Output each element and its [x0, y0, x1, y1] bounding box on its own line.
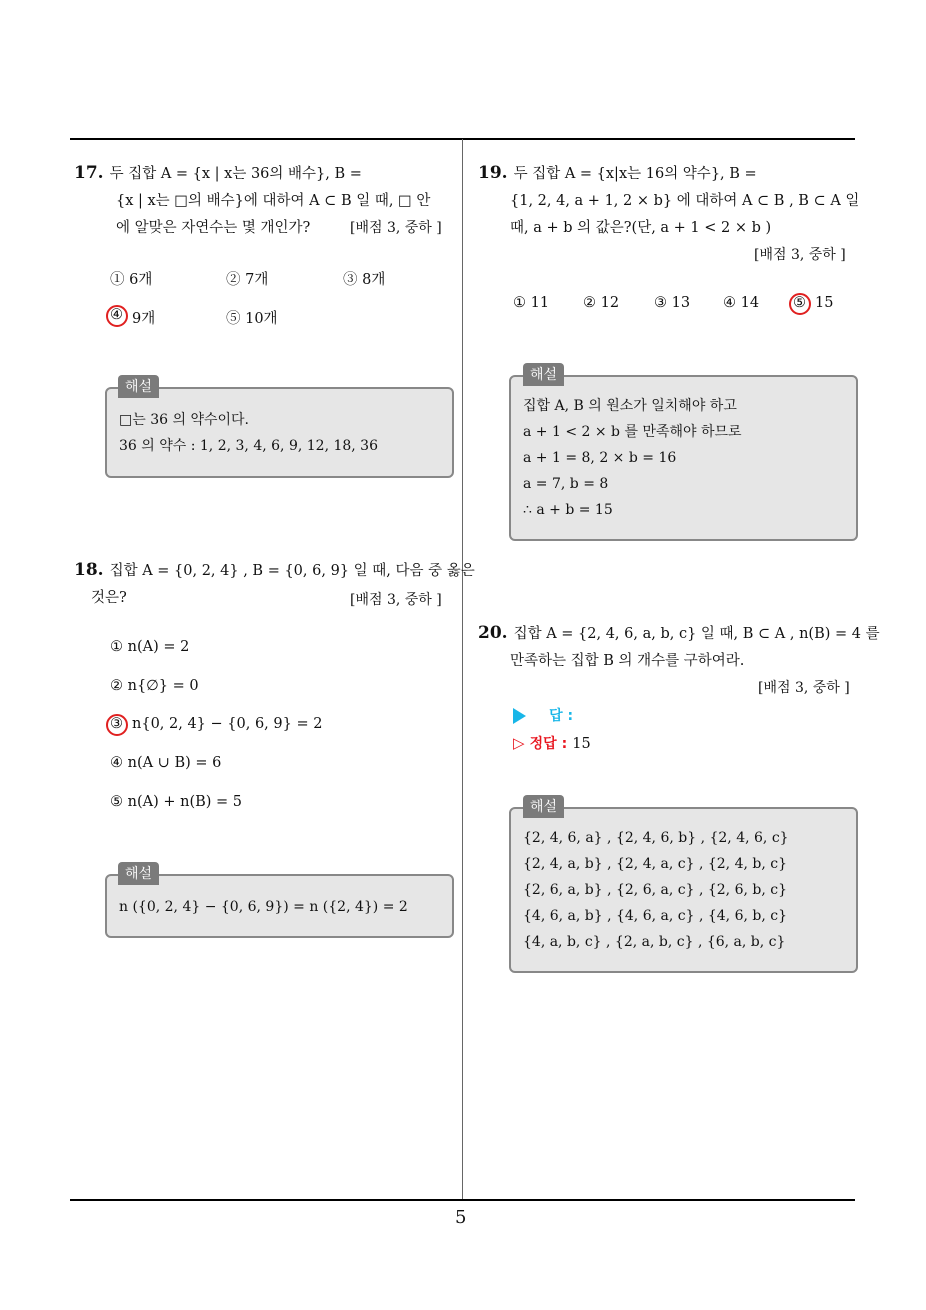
choice-1[interactable]: ① 6개 [110, 272, 153, 288]
question-line: 것은? [91, 590, 127, 606]
score-meta: [배점 3, 중하 ] [754, 247, 846, 263]
choice-4[interactable]: ④ 14 [723, 295, 760, 311]
column-divider [462, 139, 463, 1200]
choice-2[interactable]: ② 7개 [226, 272, 269, 288]
choice-5-marker[interactable]: ⑤ [793, 295, 806, 311]
explanation-box [509, 807, 858, 973]
correct-answer-row [513, 733, 591, 753]
question-number: 19. [478, 163, 508, 183]
choice-2[interactable]: ② n{∅} = 0 [110, 678, 199, 694]
choice-5[interactable]: ⑤ 10개 [226, 311, 278, 327]
question-line: {x | x는 □의 배수}에 대하여 A ⊂ B 일 때, □ 안 [116, 193, 431, 209]
score-meta: [배점 3, 중하 ] [350, 220, 442, 236]
choice-4-text[interactable]: 9개 [132, 311, 156, 327]
choice-5[interactable]: ⑤ n(A) + n(B) = 5 [110, 794, 243, 810]
explanation-line: ∴ a + b = 15 [523, 502, 613, 518]
explanation-line: a = 7, b = 8 [523, 476, 609, 492]
explanation-line: {4, a, b, c} , {2, a, b, c} , {6, a, b, c} [523, 934, 786, 950]
choice-1[interactable]: ① n(A) = 2 [110, 639, 190, 655]
choice-4[interactable]: ④ n(A ∪ B) = 6 [110, 755, 222, 771]
explanation-line: {4, 6, a, b} , {4, 6, a, c} , {4, 6, b, c} [523, 908, 787, 924]
score-meta: [배점 3, 중하 ] [758, 680, 850, 696]
choice-3-text[interactable]: n{0, 2, 4} − {0, 6, 9} = 2 [132, 716, 323, 732]
explanation-tag: 해설 [118, 375, 159, 398]
explanation-line: {2, 6, a, b} , {2, 6, a, c} , {2, 6, b, c} [523, 882, 787, 898]
explanation-line: a + 1 = 8, 2 × b = 16 [523, 450, 677, 466]
bottom-rule [70, 1199, 855, 1201]
explanation-tag: 해설 [523, 363, 564, 386]
question-number: 17. [74, 163, 104, 183]
explanation-line: 36 의 약수 : 1, 2, 3, 4, 6, 9, 12, 18, 36 [119, 438, 378, 454]
question-19 [478, 160, 863, 242]
explanation-box [509, 375, 858, 541]
question-line: 에 알맞은 자연수는 몇 개인가? [116, 220, 311, 236]
answer-label: 답 : [549, 708, 574, 724]
question-number: 18. [74, 560, 104, 580]
choice-4-marker[interactable]: ④ [110, 307, 123, 323]
triangle-outline-icon: ▷ [513, 734, 525, 752]
question-line: 집합 A = {2, 4, 6, a, b, c} 일 때, B ⊂ A , n(B) = 4 를 [513, 626, 880, 642]
page-number: 5 [455, 1207, 467, 1228]
question-line: 두 집합 A = {x|x는 16의 약수}, B = [513, 166, 757, 182]
answer-row [513, 705, 573, 725]
choice-3[interactable]: ③ 8개 [343, 272, 386, 288]
explanation-tag: 해설 [118, 862, 159, 885]
explanation-line: 집합 A, B 의 원소가 일치해야 하고 [523, 398, 737, 414]
question-number: 20. [478, 623, 508, 643]
choice-3-marker[interactable]: ③ [110, 716, 123, 732]
score-meta: [배점 3, 중하 ] [350, 592, 442, 608]
question-line: {1, 2, 4, a + 1, 2 × b} 에 대하여 A ⊂ B , B ⊂ A 일 [510, 193, 860, 209]
choice-3[interactable]: ③ 13 [654, 295, 691, 311]
choice-2[interactable]: ② 12 [583, 295, 620, 311]
explanation-line: n ({0, 2, 4} − {0, 6, 9}) = n ({2, 4}) = 2 [119, 899, 408, 915]
question-line: 집합 A = {0, 2, 4} , B = {0, 6, 9} 일 때, 다음 중 옳은 [109, 563, 475, 579]
question-line: 만족하는 집합 B 의 개수를 구하여라. [510, 653, 745, 669]
explanation-tag: 해설 [523, 795, 564, 818]
correct-answer-value: 15 [572, 736, 591, 752]
correct-answer-label: 정답 : [529, 736, 568, 752]
play-icon [513, 708, 526, 724]
explanation-line: {2, 4, 6, a} , {2, 4, 6, b} , {2, 4, 6, c} [523, 830, 789, 846]
choice-1[interactable]: ① 11 [513, 295, 550, 311]
question-line: 두 집합 A = {x | x는 36의 배수}, B = [109, 166, 362, 182]
choice-5-text[interactable]: 15 [815, 295, 834, 311]
explanation-box [105, 387, 454, 478]
question-line: 때, a + b 의 값은?(단, a + 1 < 2 × b ) [510, 220, 772, 236]
explanation-line: □는 36 의 약수이다. [119, 412, 249, 428]
explanation-line: {2, 4, a, b} , {2, 4, a, c} , {2, 4, b, c} [523, 856, 787, 872]
explanation-line: a + 1 < 2 × b 를 만족해야 하므로 [523, 424, 742, 440]
question-20 [478, 620, 880, 675]
